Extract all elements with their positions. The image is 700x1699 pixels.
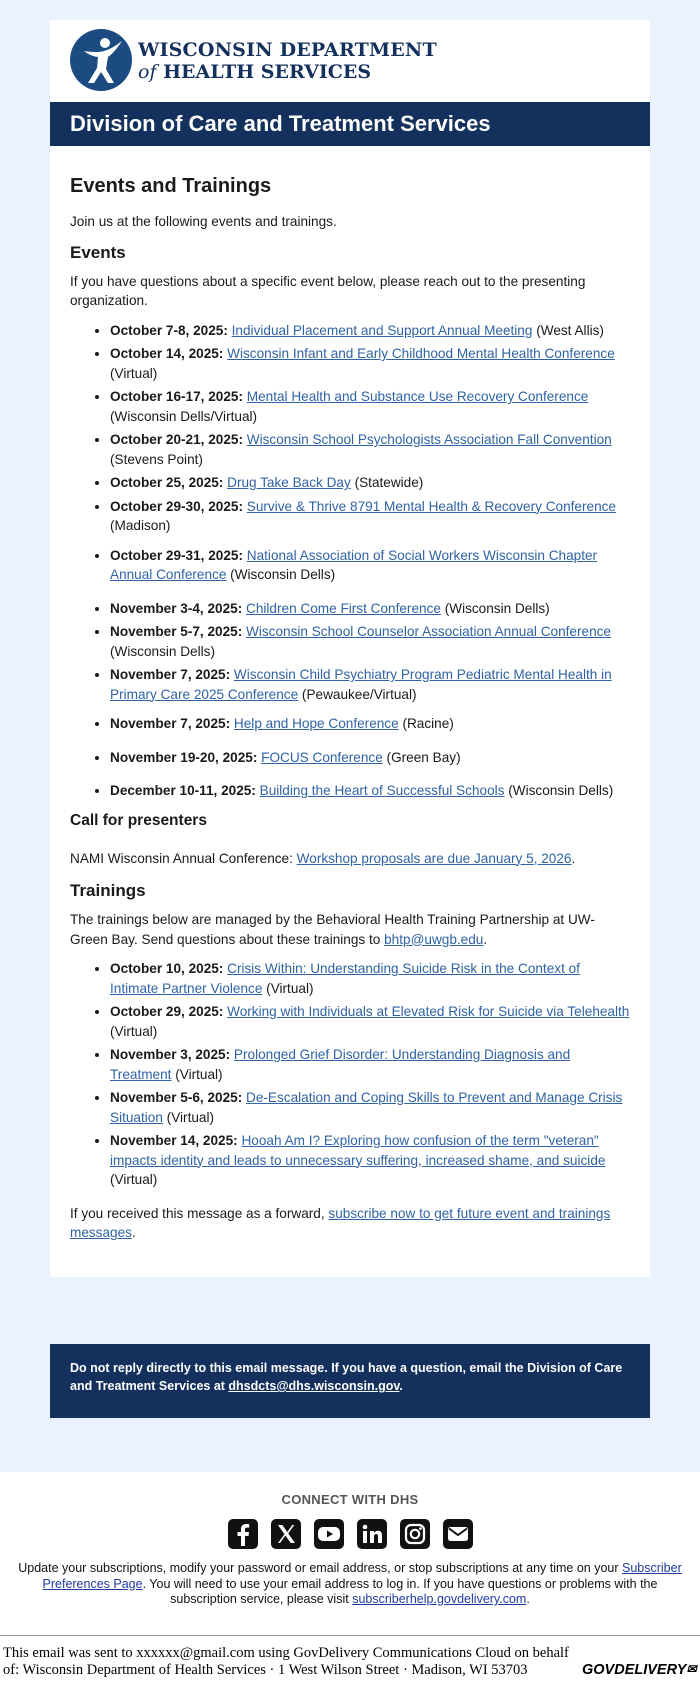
- logo-bar: [50, 20, 650, 102]
- facebook-icon[interactable]: [228, 1519, 258, 1549]
- division-banner: Division of Care and Treatment Services: [50, 102, 650, 146]
- list-item: • November 7, 2025: Wisconsin Child Psychiatry Program Pediatric Mental Health in Primary Care 2025 Conference (Pewaukee/Virtual): [110, 665, 630, 704]
- instagram-icon[interactable]: [400, 1519, 430, 1549]
- govdelivery-logo: GOVDELIVERY✉: [582, 1662, 697, 1678]
- subscription-text: Update your subscriptions, modify your password or email address, or stop subscriptions at any time on your Subscriber Preferences Page. You will need to use your email address to log in. If you have questions or problems with the subscription service, please visit subscriberhelp.govdelivery.com.: [18, 1561, 682, 1606]
- event-link[interactable]: Survive & Thrive 8791 Mental Health & Recovery Conference: [246, 498, 616, 514]
- list-item: • October 29-31, 2025: National Association of Social Workers Wisconsin Chapter Annual Conference (Wisconsin Dells): [110, 546, 630, 585]
- noreply-banner: Do not reply directly to this email message. If you have a question, email the Division of Care and Treatment Services at dhsdcts@dhs.wisconsin.gov.: [50, 1344, 650, 1418]
- events-heading: Events: [70, 242, 126, 262]
- event-link[interactable]: Individual Placement and Support Annual Meeting: [231, 322, 533, 338]
- dcts-email-link[interactable]: dhsdcts@dhs.wisconsin.gov: [228, 1379, 400, 1393]
- email-card: [50, 20, 650, 1277]
- main-content: [50, 146, 650, 1277]
- list-item: • November 7, 2025: Help and Hope Conference (Racine): [110, 714, 630, 734]
- connect-title: CONNECT WITH DHS: [281, 1492, 419, 1507]
- training-link[interactable]: Crisis Within: Understanding Suicide Risk in the Context of Intimate Partner Violence: [110, 961, 580, 996]
- training-link[interactable]: De-Escalation and Coping Skills to Prevent and Manage Crisis Situation: [110, 1090, 623, 1125]
- list-item: • November 3, 2025: Prolonged Grief Disorder: Understanding Diagnosis and Treatment (Virtual): [110, 1045, 630, 1084]
- events-text: If you have questions about a specific event below, please reach out to the presenting organization.: [70, 273, 586, 308]
- logo-title-line1: WISCONSIN DEPARTMENT: [138, 39, 437, 61]
- logo-title-line2: of HEALTH SERVICES: [138, 61, 372, 83]
- event-link[interactable]: Drug Take Back Day: [227, 475, 351, 490]
- subscriber-preferences-link[interactable]: Subscriber Preferences Page: [42, 1561, 682, 1591]
- trainings-list: [70, 959, 630, 1190]
- subscriber-help-link[interactable]: subscriberhelp.govdelivery.com: [352, 1592, 527, 1606]
- forward-text: If you received this message as a forward, subscribe now to get future event and trainings messages.: [70, 1205, 611, 1240]
- event-link[interactable]: Mental Health and Substance Use Recovery Conference: [246, 389, 589, 404]
- list-item: • October 16-17, 2025: Mental Health and Substance Use Recovery Conference (Wisconsin Dells/Virtual): [110, 387, 630, 426]
- list-item: • October 7-8, 2025: Individual Placement and Support Annual Meeting (West Allis): [110, 321, 630, 341]
- bhtp-email-link[interactable]: bhtp@uwgb.edu: [384, 931, 484, 947]
- trainings-heading: Trainings: [70, 881, 146, 900]
- call-text: NAMI Wisconsin Annual Conference: Workshop proposals are due January 5, 2026.: [70, 850, 576, 866]
- workshop-link[interactable]: Workshop proposals are due January 5, 2026: [296, 850, 572, 866]
- training-link[interactable]: Prolonged Grief Disorder: Understanding Diagnosis and Treatment: [110, 1047, 571, 1082]
- list-item: • October 10, 2025: Crisis Within: Understanding Suicide Risk in the Context of Intimate Partner Violence (Virtual): [110, 959, 630, 998]
- list-item: • November 3-4, 2025: Children Come First Conference (Wisconsin Dells): [110, 599, 630, 619]
- list-item: • October 14, 2025: Wisconsin Infant and Early Childhood Mental Health Conference (Virtual): [110, 344, 630, 383]
- linkedin-icon[interactable]: [357, 1519, 387, 1549]
- event-link[interactable]: National Association of Social Workers Wisconsin Chapter Annual Conference: [110, 547, 598, 582]
- trainings-text: The trainings below are managed by the Behavioral Health Training Partnership at UW-Green Bay. Send questions about these trainings to bhtp@uwgb.edu.: [70, 912, 595, 947]
- event-link[interactable]: FOCUS Conference: [261, 749, 383, 765]
- list-item: • October 29-30, 2025: Survive & Thrive 8791 Mental Health & Recovery Conference (Madison): [110, 497, 630, 536]
- list-item: • November 19-20, 2025: FOCUS Conference (Green Bay): [110, 748, 630, 768]
- sent-to-text: This email was sent to xxxxxx@gmail.com using GovDelivery Communications Cloud on behalf of: Wisconsin Department of Health Services · 1 West Wilson Street · Madison, WI 53703: [3, 1645, 569, 1678]
- event-link[interactable]: Wisconsin School Psychologists Association Fall Convention: [246, 432, 612, 447]
- list-item: • November 5-7, 2025: Wisconsin School Counselor Association Annual Conference (Wisconsin Dells): [110, 622, 630, 661]
- email-icon[interactable]: [443, 1519, 473, 1549]
- event-link[interactable]: Help and Hope Conference: [233, 716, 399, 731]
- page-title: Events and Trainings: [70, 175, 272, 197]
- event-link[interactable]: Wisconsin School Counselor Association Annual Conference: [246, 624, 611, 639]
- x-icon[interactable]: [271, 1519, 301, 1549]
- call-heading: Call for presenters: [70, 811, 207, 829]
- list-item: • December 10-11, 2025: Building the Heart of Successful Schools (Wisconsin Dells): [110, 781, 630, 801]
- event-link[interactable]: Children Come First Conference: [246, 600, 441, 616]
- list-item: • October 20-21, 2025: Wisconsin School Psychologists Association Fall Convention (Stevens Point): [110, 430, 630, 469]
- subscribe-link[interactable]: subscribe now to get future event and trainings messages: [70, 1205, 611, 1240]
- events-list: [70, 321, 630, 801]
- event-link[interactable]: Building the Heart of Successful Schools: [259, 783, 505, 798]
- list-item: • October 25, 2025: Drug Take Back Day (Statewide): [110, 473, 630, 493]
- youtube-icon[interactable]: [314, 1519, 344, 1549]
- training-link[interactable]: Hooah Am I? Exploring how confusion of the term "veteran" impacts identity and leads to unnecessary suffering, increased shame, and suicide: [110, 1133, 606, 1168]
- dhs-logo-icon: [70, 29, 132, 91]
- divider: [0, 1635, 700, 1636]
- social-icons: [0, 1519, 700, 1549]
- intro-text: Join us at the following events and trainings.: [70, 214, 337, 229]
- list-item: • October 29, 2025: Working with Individuals at Elevated Risk for Suicide via Telehealth (Virtual): [110, 1002, 630, 1041]
- envelope-icon: ✉: [686, 1662, 697, 1676]
- event-link[interactable]: Wisconsin Child Psychiatry Program Pediatric Mental Health in Primary Care 2025 Conference: [110, 667, 612, 702]
- list-item: • November 5-6, 2025: De-Escalation and Coping Skills to Prevent and Manage Crisis Situation (Virtual): [110, 1088, 630, 1127]
- training-link[interactable]: Working with Individuals at Elevated Risk for Suicide via Telehealth: [227, 1004, 630, 1019]
- connect-footer: [0, 1472, 700, 1699]
- list-item: • November 14, 2025: Hooah Am I? Exploring how confusion of the term "veteran" impacts identity and leads to unnecessary suffering, increased shame, and suicide (Virtual): [110, 1131, 630, 1190]
- event-link[interactable]: Wisconsin Infant and Early Childhood Mental Health Conference: [227, 346, 615, 361]
